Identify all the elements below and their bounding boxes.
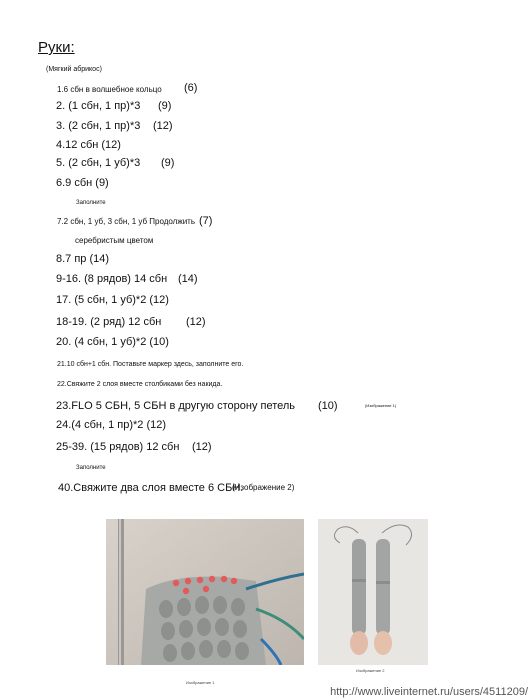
row-25-39-count: (12) [192, 441, 212, 453]
row-5: 5. (2 сбн, 1 уб)*3 [56, 157, 141, 169]
row-40-image-ref: (Изображение 2) [232, 483, 295, 492]
photo-finished-arms [318, 519, 428, 665]
row-25-39: 25-39. (15 рядов) 12 сбн [56, 441, 180, 453]
row-5-count: (9) [161, 157, 175, 169]
yarn-color-note: (Мягкий абрикос) [46, 66, 102, 73]
row-3: 3. (2 сбн, 1 пр)*3 [56, 120, 141, 132]
row-6: 6.9 сбн (9) [56, 177, 109, 189]
row-1-count: (6) [184, 82, 198, 94]
section-title: Руки: [38, 39, 75, 56]
row-23-count: (10) [318, 400, 338, 412]
row-2-count: (9) [158, 100, 172, 112]
row-23: 23.FLO 5 СБН, 5 СБН в другую сторону петель [56, 400, 296, 412]
row-18-19-count: (12) [186, 316, 206, 328]
row-21: 21.10 сбн+1 сбн. Поставьте маркер здесь, заполните его. [57, 361, 244, 368]
source-watermark: http://www.liveinternet.ru/users/4511209/ [330, 686, 528, 698]
row-18-19: 18-19. (2 ряд) 12 сбн [56, 316, 162, 328]
row-40: 40.Свяжите два слоя вместе 6 СБН. [58, 482, 244, 494]
row-1: 1.6 сбн в волшебное кольцо [57, 85, 162, 94]
row-9-16: 9-16. (8 рядов) 14 сбн [56, 273, 168, 285]
row-2: 2. (1 сбн, 1 пр)*3 [56, 100, 141, 112]
row-17: 17. (5 сбн, 1 уб)*2 (12) [56, 294, 169, 306]
row-7-continued: серебристым цветом [75, 236, 154, 245]
row-24: 24.(4 сбн, 1 пр)*2 (12) [56, 419, 167, 431]
row-20: 20. (4 сбн, 1 уб)*2 (10) [56, 336, 169, 348]
fill-note-2: Заполните [76, 465, 106, 471]
fill-note-1: Заполните [76, 200, 106, 206]
row-9-16-count: (14) [178, 273, 198, 285]
row-23-image-ref: (Изображение 1) [365, 403, 397, 408]
row-8: 8.7 пр (14) [56, 253, 110, 265]
caption-image-1: Изображение 1 [186, 680, 215, 685]
row-4: 4.12 сбн (12) [56, 139, 121, 151]
caption-image-2: Изображение 2 [356, 668, 385, 673]
row-3-count: (12) [153, 120, 173, 132]
photo-crochet-close-up [106, 519, 304, 665]
row-7: 7.2 сбн, 1 уб, 3 сбн, 1 уб Продолжить [57, 217, 195, 226]
row-22: 22.Свяжите 2 слоя вместе столбиками без накида. [57, 381, 223, 388]
row-7-count: (7) [199, 215, 213, 227]
